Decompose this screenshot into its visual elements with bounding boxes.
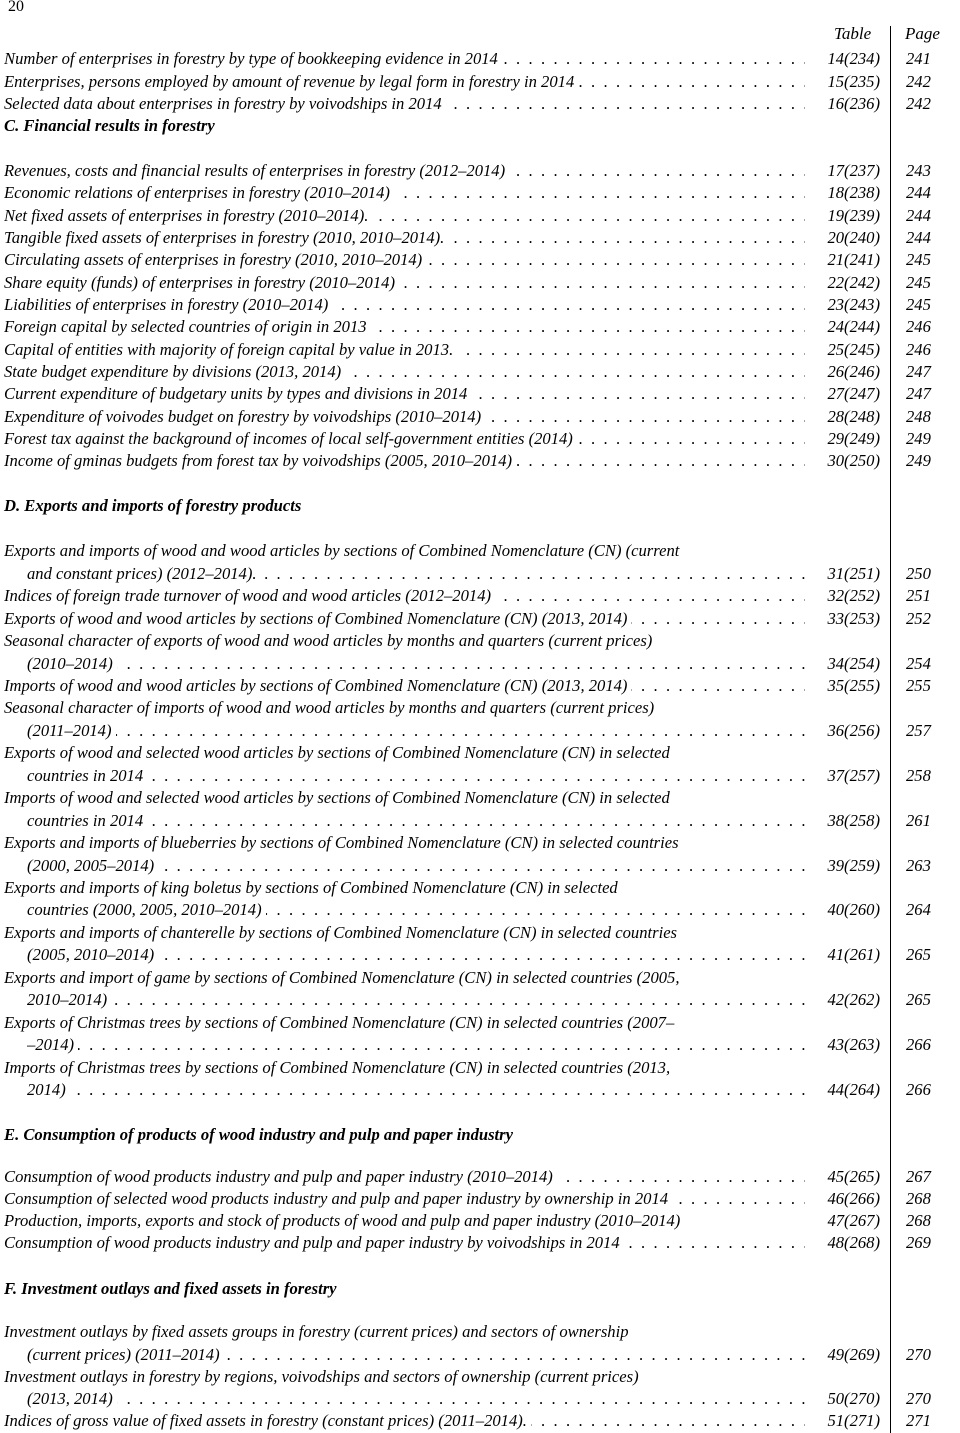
toc-page-number: 243 — [906, 161, 931, 180]
toc-table-number: 28(248) — [827, 407, 880, 426]
toc-table-number: 50(270) — [827, 1389, 880, 1408]
toc-table-number: 42(262) — [827, 990, 880, 1009]
toc-table-number: 49(269) — [827, 1345, 880, 1364]
toc-entry-title: Liabilities of enterprises in forestry (2010–2014) — [4, 295, 332, 314]
toc-table-number: 14(234) — [827, 49, 880, 68]
toc-table-number: 47(267) — [827, 1211, 880, 1230]
toc-page-number: 270 — [906, 1345, 931, 1364]
toc-entry-title: Capital of entities with majority of foreign capital by value in 2013. — [4, 340, 457, 359]
toc-page-number: 247 — [906, 384, 931, 403]
toc-entry — [0, 1034, 960, 1056]
toc-entry — [0, 1344, 960, 1366]
toc-page-number: 242 — [906, 72, 931, 91]
toc-table-number: 21(241) — [827, 250, 880, 269]
toc-entry — [0, 450, 960, 472]
toc-entry — [0, 1166, 960, 1188]
toc-entry-title: (2010–2014) — [27, 654, 117, 673]
toc-page-number: 267 — [906, 1167, 931, 1186]
toc-table-number: 22(242) — [827, 273, 880, 292]
toc-entry-title: (current prices) (2011–2014) — [27, 1345, 224, 1364]
toc-page-number: 245 — [906, 273, 931, 292]
toc-entry — [0, 339, 960, 361]
toc-page-number: 244 — [906, 183, 931, 202]
toc-entry-wrapped-line — [0, 1057, 960, 1079]
toc-page-number: 265 — [906, 945, 931, 964]
toc-entry — [0, 1410, 960, 1432]
toc-page-number: 269 — [906, 1233, 931, 1252]
toc-entry — [0, 585, 960, 607]
toc-entry — [0, 227, 960, 249]
toc-entry — [0, 1188, 960, 1210]
section-heading: F. Investment outlays and fixed assets in forestry — [4, 1279, 337, 1298]
toc-entry — [0, 1210, 960, 1232]
toc-table-number: 36(256) — [827, 721, 880, 740]
section-heading: C. Financial results in forestry — [4, 116, 215, 135]
toc-entry — [0, 653, 960, 675]
toc-entry-title: Circulating assets of enterprises in forestry (2010, 2010–2014) — [4, 250, 426, 269]
toc-page-number: 261 — [906, 811, 931, 830]
toc-entry — [0, 608, 960, 630]
toc-entry-title: 2010–2014) — [27, 990, 111, 1009]
toc-table-number: 18(238) — [827, 183, 880, 202]
toc-entry — [0, 272, 960, 294]
toc-table-number: 23(243) — [827, 295, 880, 314]
toc-entry — [0, 361, 960, 383]
toc-table-number: 43(263) — [827, 1035, 880, 1054]
toc-page-number: 245 — [906, 295, 931, 314]
toc-table-number: 19(239) — [827, 206, 880, 225]
toc-entry — [0, 899, 960, 921]
toc-entry-title: Exports and imports of blueberries by sections of Combined Nomenclature (CN) in selected countries — [4, 833, 683, 852]
toc-entry-title: Exports of wood and selected wood articles by sections of Combined Nomenclature (CN) in selected — [4, 743, 674, 762]
toc-entry — [0, 71, 960, 93]
toc-page-number: 250 — [906, 564, 931, 583]
toc-entry — [0, 48, 960, 70]
toc-table-number: 24(244) — [827, 317, 880, 336]
toc-entry-title: Imports of wood and selected wood articles by sections of Combined Nomenclature (CN) in selected — [4, 788, 674, 807]
toc-page-number: 258 — [906, 766, 931, 785]
toc-entry-title: Indices of foreign trade turnover of wood and wood articles (2012–2014) — [4, 586, 495, 605]
toc-entry — [0, 428, 960, 450]
toc-page-number: 242 — [906, 94, 931, 113]
toc-entry-title: Selected data about enterprises in forestry by voivodships in 2014 — [4, 94, 446, 113]
toc-entry-title: Number of enterprises in forestry by type of bookkeeping evidence in 2014 — [4, 49, 502, 68]
toc-entry-title: Revenues, costs and financial results of enterprises in forestry (2012–2014) — [4, 161, 509, 180]
toc-entry-wrapped-line — [0, 1012, 960, 1034]
toc-entry — [0, 205, 960, 227]
toc-entry-title: Forest tax against the background of incomes of local self-government entities (2014) — [4, 429, 577, 448]
toc-entry — [0, 93, 960, 115]
toc-entry-wrapped-line — [0, 832, 960, 854]
toc-table-number: 25(245) — [827, 340, 880, 359]
toc-page-number: 244 — [906, 206, 931, 225]
toc-page-number: 255 — [906, 676, 931, 695]
toc-entry — [0, 989, 960, 1011]
toc-page-number: 246 — [906, 317, 931, 336]
toc-entry-title: Exports and imports of king boletus by sections of Combined Nomenclature (CN) in selected — [4, 878, 622, 897]
toc-entry-title: Exports and imports of wood and wood articles by sections of Combined Nomenclature (CN) (current — [4, 541, 683, 560]
toc-entry-title: countries (2000, 2005, 2010–2014) — [27, 900, 266, 919]
toc-entry-title: countries in 2014 — [27, 766, 147, 785]
toc-entry-title: Current expenditure of budgetary units by types and divisions in 2014 — [4, 384, 471, 403]
toc-entry-title: (2013, 2014) — [27, 1389, 117, 1408]
toc-entry-wrapped-line — [0, 742, 960, 764]
toc-entry-wrapped-line — [0, 877, 960, 899]
toc-entry-title: State budget expenditure by divisions (2013, 2014) — [4, 362, 345, 381]
toc-table-number: 32(252) — [827, 586, 880, 605]
toc-entry-wrapped-line — [0, 922, 960, 944]
toc-table-number: 48(268) — [827, 1233, 880, 1252]
toc-entry-title: –2014) — [27, 1035, 78, 1054]
toc-entry-title: Income of gminas budgets from forest tax by voivodships (2005, 2010–2014) — [4, 451, 516, 470]
toc-table-number: 41(261) — [827, 945, 880, 964]
toc-entry-title: Exports of wood and wood articles by sections of Combined Nomenclature (CN) (2013, 2014) — [4, 609, 631, 628]
toc-entry-wrapped-line — [0, 967, 960, 989]
toc-entry-title: Exports of Christmas trees by sections of Combined Nomenclature (CN) in selected countries (2007– — [4, 1013, 678, 1032]
toc-table-number: 31(251) — [827, 564, 880, 583]
toc-entry — [0, 1079, 960, 1101]
toc-table-number: 27(247) — [827, 384, 880, 403]
toc-entry-wrapped-line — [0, 1321, 960, 1343]
toc-page-number: 249 — [906, 451, 931, 470]
toc-entry — [0, 563, 960, 585]
toc-page-number: 257 — [906, 721, 931, 740]
toc-entry — [0, 810, 960, 832]
toc-entry-title: Indices of gross value of fixed assets in forestry (constant prices) (2011–2014). — [4, 1411, 531, 1430]
toc-page-number: 268 — [906, 1189, 931, 1208]
toc-page-number: 263 — [906, 856, 931, 875]
toc-table-number: 30(250) — [827, 451, 880, 470]
toc-entry — [0, 720, 960, 742]
toc-entry-title: Consumption of wood products industry and pulp and paper industry by voivodships in 2014 — [4, 1233, 624, 1252]
toc-table-number: 39(259) — [827, 856, 880, 875]
toc-table-number: 37(257) — [827, 766, 880, 785]
toc-entry — [0, 944, 960, 966]
toc-entry — [0, 383, 960, 405]
toc-entry — [0, 855, 960, 877]
toc-entry — [0, 249, 960, 271]
toc-entry-title: and constant prices) (2012–2014). — [27, 564, 261, 583]
toc-table-number: 20(240) — [827, 228, 880, 247]
toc-entry-title: Foreign capital by selected countries of origin in 2013 — [4, 317, 371, 336]
toc-table-number: 40(260) — [827, 900, 880, 919]
toc-page-number: 244 — [906, 228, 931, 247]
toc-table-number: 45(265) — [827, 1167, 880, 1186]
toc-entry-title: Tangible fixed assets of enterprises in forestry (2010, 2010–2014). — [4, 228, 448, 247]
toc-page-number: 264 — [906, 900, 931, 919]
toc-entry-title: (2011–2014) — [27, 721, 116, 740]
toc-entry-title: Investment outlays by fixed assets groups in forestry (current prices) and sectors of ownership — [4, 1322, 633, 1341]
toc-entry — [0, 1388, 960, 1410]
header-page: Page — [905, 24, 940, 43]
toc-entry-title: (2000, 2005–2014) — [27, 856, 158, 875]
toc-page-number: 266 — [906, 1035, 931, 1054]
section-heading: E. Consumption of products of wood industry and pulp and paper industry — [4, 1125, 513, 1144]
toc-entry-wrapped-line — [0, 787, 960, 809]
toc-entry — [0, 1232, 960, 1254]
toc-entry-title: Investment outlays in forestry by regions, voivodships and sectors of ownership (current prices) — [4, 1367, 643, 1386]
section-heading: D. Exports and imports of forestry products — [4, 496, 302, 515]
toc-entry-title: Consumption of wood products industry and pulp and paper industry (2010–2014) — [4, 1167, 557, 1186]
toc-table-number: 33(253) — [827, 609, 880, 628]
toc-entry-title: Exports and imports of chanterelle by sections of Combined Nomenclature (CN) in selected countries — [4, 923, 681, 942]
toc-page-number: 248 — [906, 407, 931, 426]
toc-entry-title: Seasonal character of imports of wood and wood articles by months and quarters (current prices) — [4, 698, 658, 717]
toc-table-number: 44(264) — [827, 1080, 880, 1099]
toc-page-number: 265 — [906, 990, 931, 1009]
toc-table-number: 34(254) — [827, 654, 880, 673]
toc-table-number: 38(258) — [827, 811, 880, 830]
toc-page-number: 249 — [906, 429, 931, 448]
toc-entry-title: Exports and import of game by sections of Combined Nomenclature (CN) in selected countries (2005, — [4, 968, 683, 987]
toc-page-number: 266 — [906, 1080, 931, 1099]
toc-entry-title: Production, imports, exports and stock of products of wood and pulp and paper industry (2010–2014) — [4, 1211, 684, 1230]
page-number: 20 — [8, 0, 24, 15]
toc-entry-title: Net fixed assets of enterprises in forestry (2010–2014). — [4, 206, 372, 225]
toc-page-number: 251 — [906, 586, 931, 605]
toc-entry — [0, 675, 960, 697]
toc-page-number: 271 — [906, 1411, 931, 1430]
toc-entry-wrapped-line — [0, 697, 960, 719]
toc-entry-title: Imports of wood and wood articles by sections of Combined Nomenclature (CN) (2013, 2014) — [4, 676, 631, 695]
toc-entry-wrapped-line — [0, 630, 960, 652]
toc-entry-title: Expenditure of voivodes budget on forestry by voivodships (2010–2014) — [4, 407, 485, 426]
header-table: Table — [834, 24, 872, 43]
toc-page-number: 245 — [906, 250, 931, 269]
toc-entry-title: 2014) — [27, 1080, 70, 1099]
toc-entry-title: Seasonal character of exports of wood and wood articles by months and quarters (current prices) — [4, 631, 656, 650]
toc-table-number: 29(249) — [827, 429, 880, 448]
toc-entry-wrapped-line — [0, 540, 960, 562]
toc-entry — [0, 765, 960, 787]
toc-table-number: 15(235) — [827, 72, 880, 91]
toc-table-number: 26(246) — [827, 362, 880, 381]
toc-entry — [0, 160, 960, 182]
toc-entry — [0, 294, 960, 316]
toc-page-number: 247 — [906, 362, 931, 381]
toc-entry-title: countries in 2014 — [27, 811, 147, 830]
toc-entry-title: Consumption of selected wood products industry and pulp and paper industry by ownership in 2014 — [4, 1189, 672, 1208]
toc-page-number: 270 — [906, 1389, 931, 1408]
toc-entry-title: (2005, 2010–2014) — [27, 945, 158, 964]
toc-page-number: 268 — [906, 1211, 931, 1230]
toc-entry-wrapped-line — [0, 1366, 960, 1388]
toc-page-number: 241 — [906, 49, 931, 68]
toc-page-number: 252 — [906, 609, 931, 628]
toc-page-number: 246 — [906, 340, 931, 359]
toc-entry-title: Economic relations of enterprises in forestry (2010–2014) — [4, 183, 394, 202]
toc-table-number: 46(266) — [827, 1189, 880, 1208]
toc-table-number: 17(237) — [827, 161, 880, 180]
toc-entry — [0, 406, 960, 428]
toc-entry-title: Enterprises, persons employed by amount of revenue by legal form in forestry in 2014 — [4, 72, 578, 91]
toc-entry — [0, 316, 960, 338]
toc-table-number: 51(271) — [827, 1411, 880, 1430]
toc-entry-title: Share equity (funds) of enterprises in forestry (2010–2014) — [4, 273, 399, 292]
toc-entry-title: Imports of Christmas trees by sections of Combined Nomenclature (CN) in selected countries (2013, — [4, 1058, 674, 1077]
toc-entry — [0, 182, 960, 204]
toc-table-number: 35(255) — [827, 676, 880, 695]
toc-page-number: 254 — [906, 654, 931, 673]
toc-table-number: 16(236) — [827, 94, 880, 113]
